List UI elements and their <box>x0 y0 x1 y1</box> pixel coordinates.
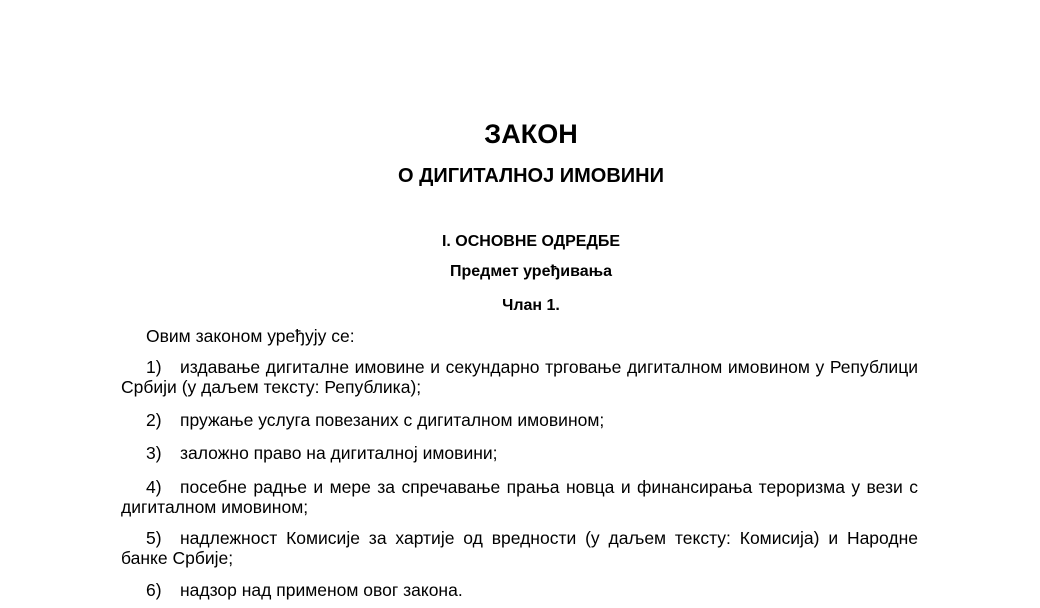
list-item <box>121 580 918 600</box>
list-item-text: надлежност Комисије за хартије од вредности (у даљем тексту: Комисија) и Народне банке Србије; <box>121 528 918 568</box>
list-item-number: 3) <box>146 443 162 463</box>
list-item <box>121 410 918 430</box>
section-heading: I. ОСНОВНЕ ОДРЕДБЕ <box>441 233 621 250</box>
list-item <box>121 443 918 463</box>
list-item <box>121 357 918 397</box>
subsection-heading: Предмет уређивања <box>449 263 613 280</box>
list-item-number: 4) <box>146 477 162 497</box>
list-item <box>121 477 918 517</box>
list-item-number: 1) <box>146 357 162 377</box>
list-item-text: заложно право на дигиталној имовини; <box>180 443 498 463</box>
list-item-number: 2) <box>146 410 162 430</box>
law-title: ЗАКОН <box>484 119 578 149</box>
list-item-number: 6) <box>146 580 162 600</box>
list-item-text: издавање дигиталне имовине и секундарно трговање дигиталном имовином у Републици Србији (у даљем тексту: Република); <box>121 357 918 397</box>
intro-paragraph: Овим законом уређују се: <box>146 326 355 346</box>
list-item-text: пружање услуга повезаних с дигиталном имовином; <box>180 410 605 430</box>
list-item-number: 5) <box>146 528 162 548</box>
list-item-text: посебне радње и мере за спречавање прања новца и финансирања тероризма у вези с дигиталном имовином; <box>121 477 918 517</box>
article-heading: Члан 1. <box>502 297 560 314</box>
list-item-text: надзор над применом овог закона. <box>180 580 463 600</box>
list-item <box>121 528 918 568</box>
law-subtitle: О ДИГИТАЛНОЈ ИМОВИНИ <box>397 165 665 187</box>
